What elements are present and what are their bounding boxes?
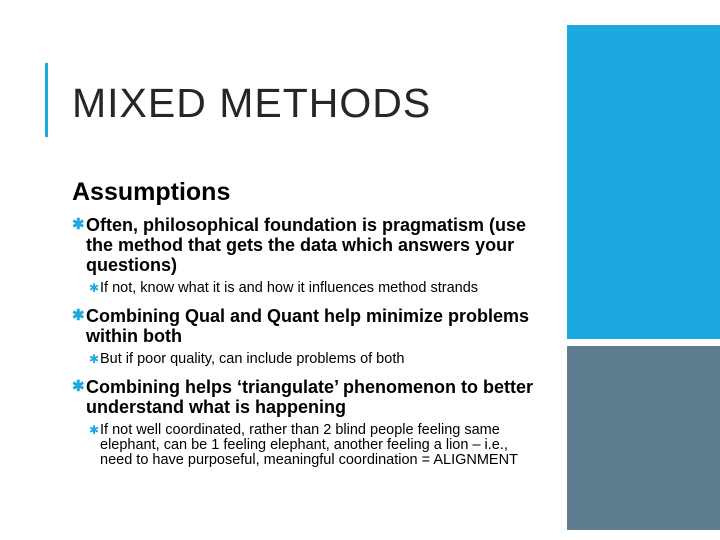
- bullet-point-1: [72, 215, 542, 275]
- bullet-text: Combining helps ‘triangulate’ phenomenon to better understand what is happening: [86, 377, 534, 417]
- title-accent-bar: [45, 63, 48, 137]
- bullet-text: Often, philosophical foundation is pragmatism (use the method that gets the data which answers your questions): [86, 215, 527, 275]
- sub-bullet-icon: ✱: [89, 352, 100, 366]
- sub-bullet-1: [72, 281, 542, 296]
- decorative-block-blue: [567, 25, 720, 339]
- sub-bullet-text: If not well coordinated, rather than 2 blind people feeling same elephant, can be 1 feeling elephant, another feeling a lion – i.e., need to have purposeful, meaningful coordination = ALIGNMENT: [100, 422, 518, 468]
- bullet-icon: ✱: [72, 378, 85, 395]
- section-heading: Assumptions: [72, 178, 231, 206]
- sub-bullet-icon: ✱: [89, 423, 100, 437]
- bullet-icon: ✱: [72, 216, 85, 233]
- sub-bullet-text: But if poor quality, can include problems of both: [100, 351, 405, 367]
- slide-content: [72, 178, 542, 478]
- sub-bullet-icon: ✱: [89, 281, 100, 295]
- sub-bullet-3: [72, 423, 542, 468]
- bullet-point-2: [72, 306, 542, 346]
- bullet-text: Combining Qual and Quant help minimize problems within both: [86, 306, 530, 346]
- sub-bullet-2: [72, 352, 542, 367]
- bullet-point-3: [72, 377, 542, 417]
- bullet-icon: ✱: [72, 307, 85, 324]
- slide-title: MIXED METHODS: [72, 80, 432, 126]
- sub-bullet-text: If not, know what it is and how it influences method strands: [100, 280, 479, 296]
- decorative-block-slate: [567, 346, 720, 530]
